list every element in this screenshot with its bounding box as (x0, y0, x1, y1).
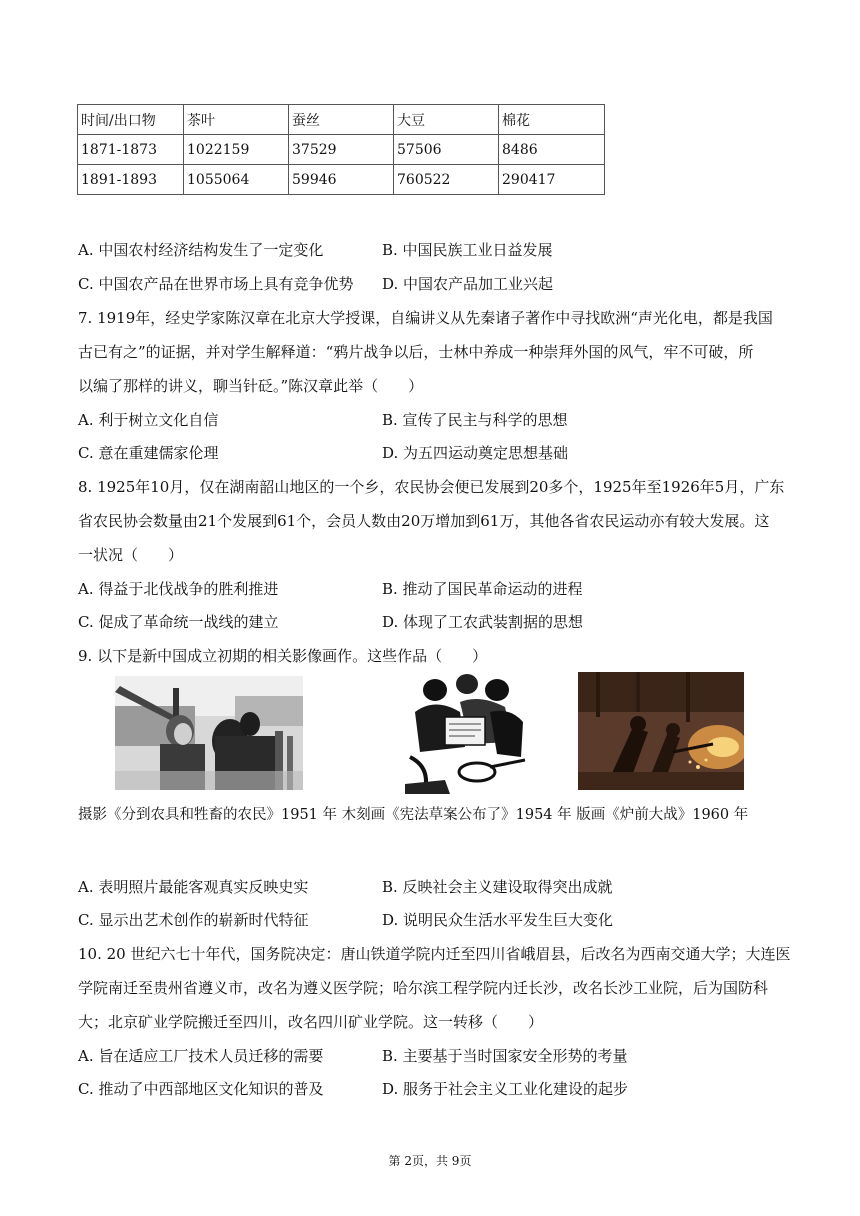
q9-stem: 9. 以下是新中国成立初期的相关影像画作。这些作品（ ） (78, 647, 488, 665)
q6-option-c[interactable]: C. 中国农产品在世界市场上具有竞争优势 (78, 275, 354, 293)
table-header-cell: 大豆 (394, 105, 499, 135)
q6-option-b[interactable]: B. 中国民族工业日益发展 (382, 241, 553, 259)
q6-option-a[interactable]: A. 中国农村经济结构发生了一定变化 (78, 241, 324, 259)
q9-option-c[interactable]: C. 显示出艺术创作的崭新时代特征 (78, 911, 309, 929)
q10-stem-line: 学院南迁至贵州省遵义市，改名为遵义医学院；哈尔滨工程学院内迁长沙，改名长沙工业院，后为国防科 (78, 979, 769, 997)
q9-option-a[interactable]: A. 表明照片最能客观真实反映史实 (78, 878, 309, 896)
q8-stem-line: 一状况（ ） (78, 546, 184, 564)
farmer-photo-image (115, 676, 303, 790)
table-header-row (78, 105, 605, 135)
table-header-cell: 茶叶 (184, 105, 289, 135)
table-cell: 59946 (289, 165, 394, 195)
table-cell: 760522 (394, 165, 499, 195)
q10-option-a[interactable]: A. 旨在适应工厂技术人员迁移的需要 (78, 1047, 324, 1065)
table-cell: 1891-1893 (78, 165, 184, 195)
q7-stem-line: 以编了那样的讲义，聊当针砭。”陈汉章此举（ ） (78, 377, 424, 395)
q6-option-d[interactable]: D. 中国农产品加工业兴起 (382, 275, 554, 293)
q10-stem-line: 大；北京矿业学院搬迁至四川，改名四川矿业学院。这一转移（ ） (78, 1013, 544, 1031)
q8-option-c[interactable]: C. 促成了革命统一战线的建立 (78, 613, 279, 631)
table-header-cell: 时间/出口物 (78, 105, 184, 135)
table-cell: 1022159 (184, 135, 289, 165)
q10-option-b[interactable]: B. 主要基于当时国家安全形势的考量 (382, 1047, 628, 1065)
q10-option-c[interactable]: C. 推动了中西部地区文化知识的普及 (78, 1080, 324, 1098)
q7-option-a[interactable]: A. 利于树立文化自信 (78, 411, 219, 429)
table-cell: 57506 (394, 135, 499, 165)
table-header-cell: 棉花 (499, 105, 605, 135)
q10-stem-line: 10. 20 世纪六七十年代，国务院决定：唐山铁道学院内迁至四川省峨眉县，后改名为西南交通大学；大连医 (78, 945, 791, 963)
q7-option-c[interactable]: C. 意在重建儒家伦理 (78, 444, 219, 462)
table-cell: 1871-1873 (78, 135, 184, 165)
q9-image-caption: 摄影《分到农具和牲畜的农民》1951 年 木刻画《宪法草案公布了》1954 年 版画《炉前大战》1960 年 (78, 807, 749, 823)
q7-stem-line: 7. 1919年，经史学家陈汉章在北京大学授课，自编讲义从先秦诸子著作中寻找欧洲“声光化电，都是我国 (78, 309, 773, 327)
table-cell: 37529 (289, 135, 394, 165)
q7-option-d[interactable]: D. 为五四运动奠定思想基础 (382, 444, 569, 462)
q8-option-a[interactable]: A. 得益于北伐战争的胜利推进 (78, 580, 279, 598)
q7-option-b[interactable]: B. 宣传了民主与科学的思想 (382, 411, 568, 429)
table-cell: 8486 (499, 135, 605, 165)
table-cell: 1055064 (184, 165, 289, 195)
woodcut-image (405, 672, 529, 794)
table-header-cell: 蚕丝 (289, 105, 394, 135)
q8-option-b[interactable]: B. 推动了国民革命运动的进程 (382, 580, 583, 598)
export-table (77, 104, 605, 195)
page-footer: 第 2页，共 9页 (388, 1154, 472, 1168)
furnace-print-image (578, 672, 744, 790)
q7-stem-line: 古已有之”的证据，并对学生解释道：“鸦片战争以后，士林中养成一种崇拜外国的风气，牢不可破，所 (78, 343, 754, 361)
q9-option-d[interactable]: D. 说明民众生活水平发生巨大变化 (382, 911, 614, 929)
q9-option-b[interactable]: B. 反映社会主义建设取得突出成就 (382, 878, 613, 896)
q8-option-d[interactable]: D. 体现了工农武装割据的思想 (382, 613, 584, 631)
table-row (78, 165, 605, 195)
table-row (78, 135, 605, 165)
table-cell: 290417 (499, 165, 605, 195)
q10-option-d[interactable]: D. 服务于社会主义工业化建设的起步 (382, 1080, 629, 1098)
q8-stem-line: 8. 1925年10月，仅在湖南韶山地区的一个乡，农民协会便已发展到20多个，1925年至1926年5月，广东 (78, 478, 785, 496)
q8-stem-line: 省农民协会数量由21个发展到61个，会员人数由20万增加到61万，其他各省农民运动亦有较大发展。这 (78, 512, 770, 530)
